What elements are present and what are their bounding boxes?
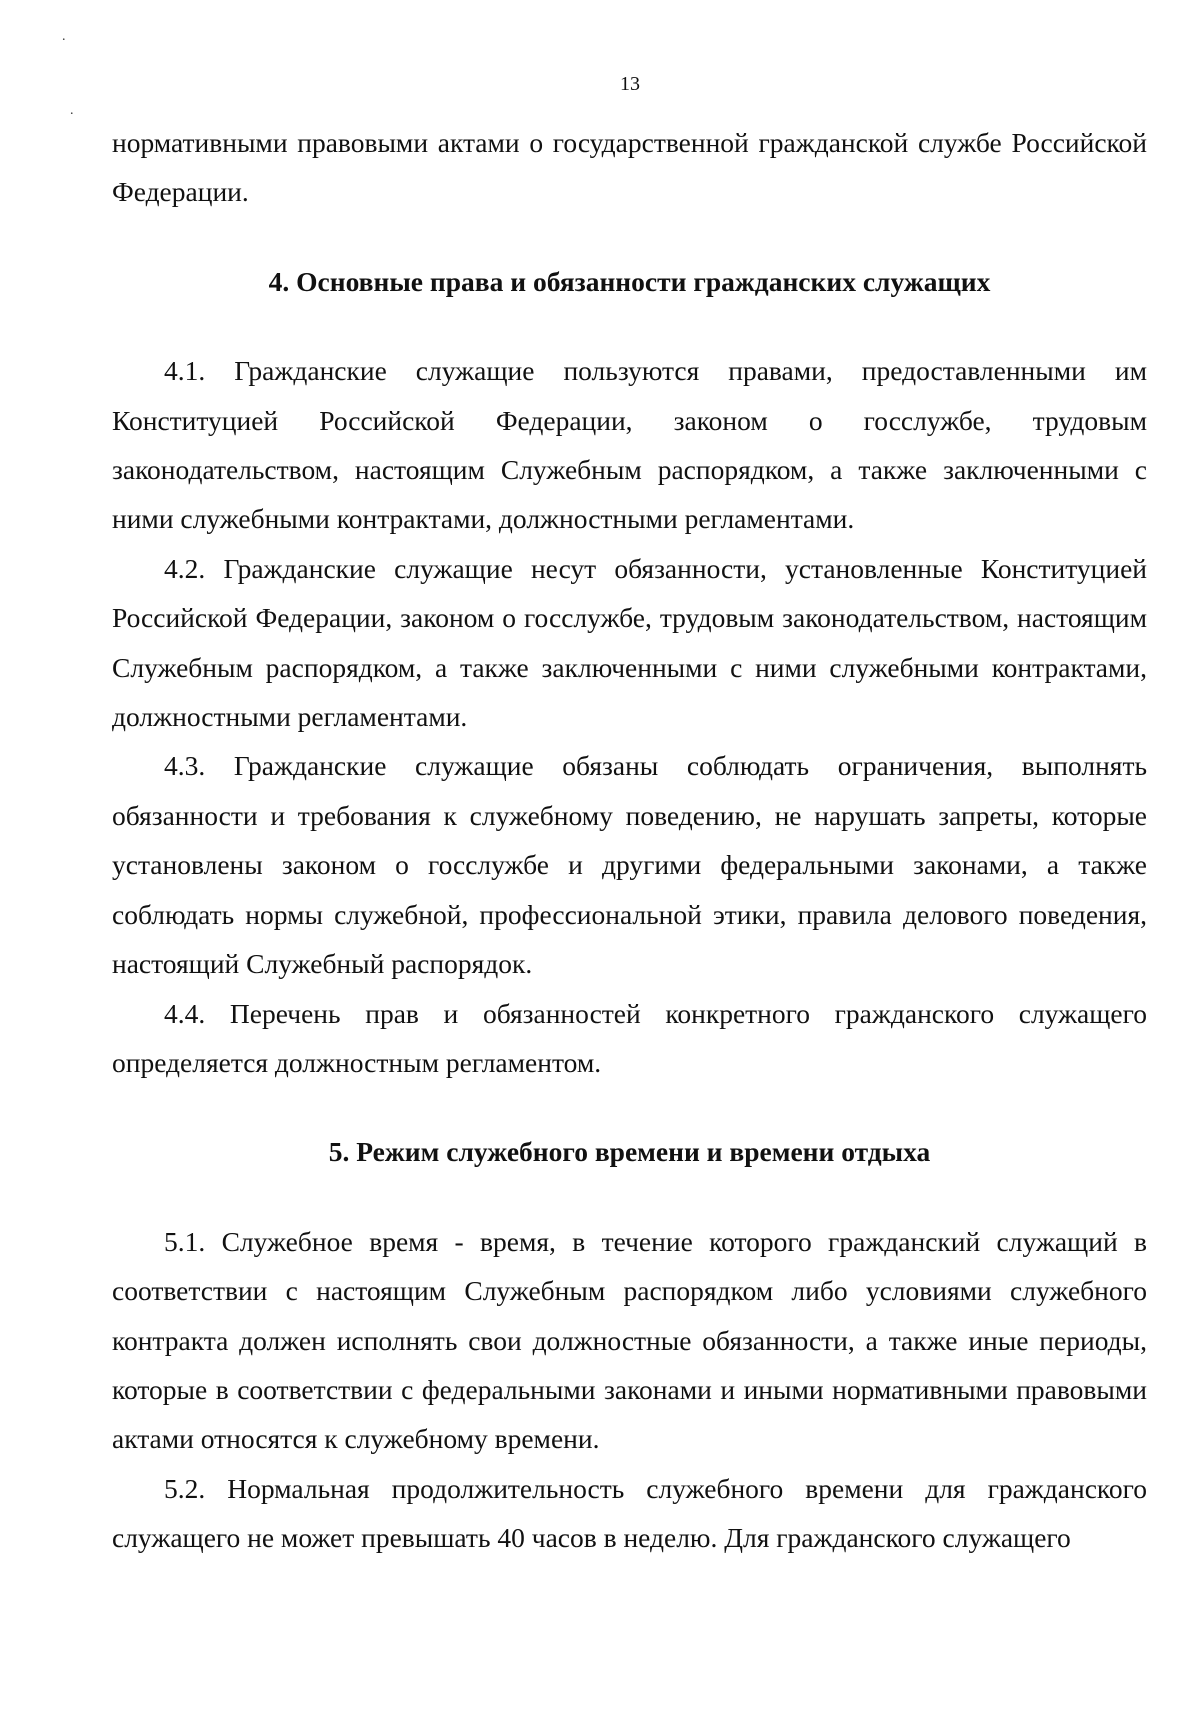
paragraph-4-4: 4.4. Перечень прав и обязанностей конкретного гражданского служащего определяется должностным регламентом. [112,997,1147,1078]
page-number: 13 [620,73,640,95]
scan-mark-left: . [70,103,74,118]
scan-mark-top: . [62,29,66,44]
section-heading-5: 5. Режим служебного времени и времени отдыха [328,1136,931,1168]
paragraph-5-1: 5.1. Служебное время - время, в течение которого гражданский служащий в соответствии с настоящим Служебным распорядком либо условиями служебного контракта должен исполнять свои должностные обязанности, а также иные периоды, которые в соответствии с федеральными законами и иными нормативными правовыми актами относятся к служебному времени. [112,1225,1147,1455]
paragraph-4-2: 4.2. Гражданские служащие несут обязанности, установленные Конституцией Российской Федерации, законом о госслужбе, трудовым законодательством, настоящим Служебным распорядком, а также заключенными с ними служебными контрактами, должностными регламентами. [112,552,1147,733]
paragraph-4-3: 4.3. Гражданские служащие обязаны соблюдать ограничения, выполнять обязанности и требования к служебному поведению, не нарушать запреты, которые установлены законом о госслужбе и другими федеральными законами, а также соблюдать нормы служебной, профессиональной этики, правила делового поведения, настоящий Служебный распорядок. [112,750,1147,980]
document-body [112,118,1147,1563]
section-heading-4: 4. Основные права и обязанности гражданских служащих [268,265,991,297]
paragraph-continuation: нормативными правовыми актами о государственной гражданской службе Российской Федерации. [112,127,1147,208]
paragraph-5-2: 5.2. Нормальная продолжительность служебного времени для гражданского служащего не может превышать 40 часов в неделю. Для гражданского служащего [112,1472,1147,1554]
paragraph-4-1: 4.1. Гражданские служащие пользуются правами, предоставленными им Конституцией Российской Федерации, законом о госслужбе, трудовым законодательством, настоящим Служебным распорядком, а также заключенными с ними служебными контрактами, должностными регламентами. [112,355,1147,535]
